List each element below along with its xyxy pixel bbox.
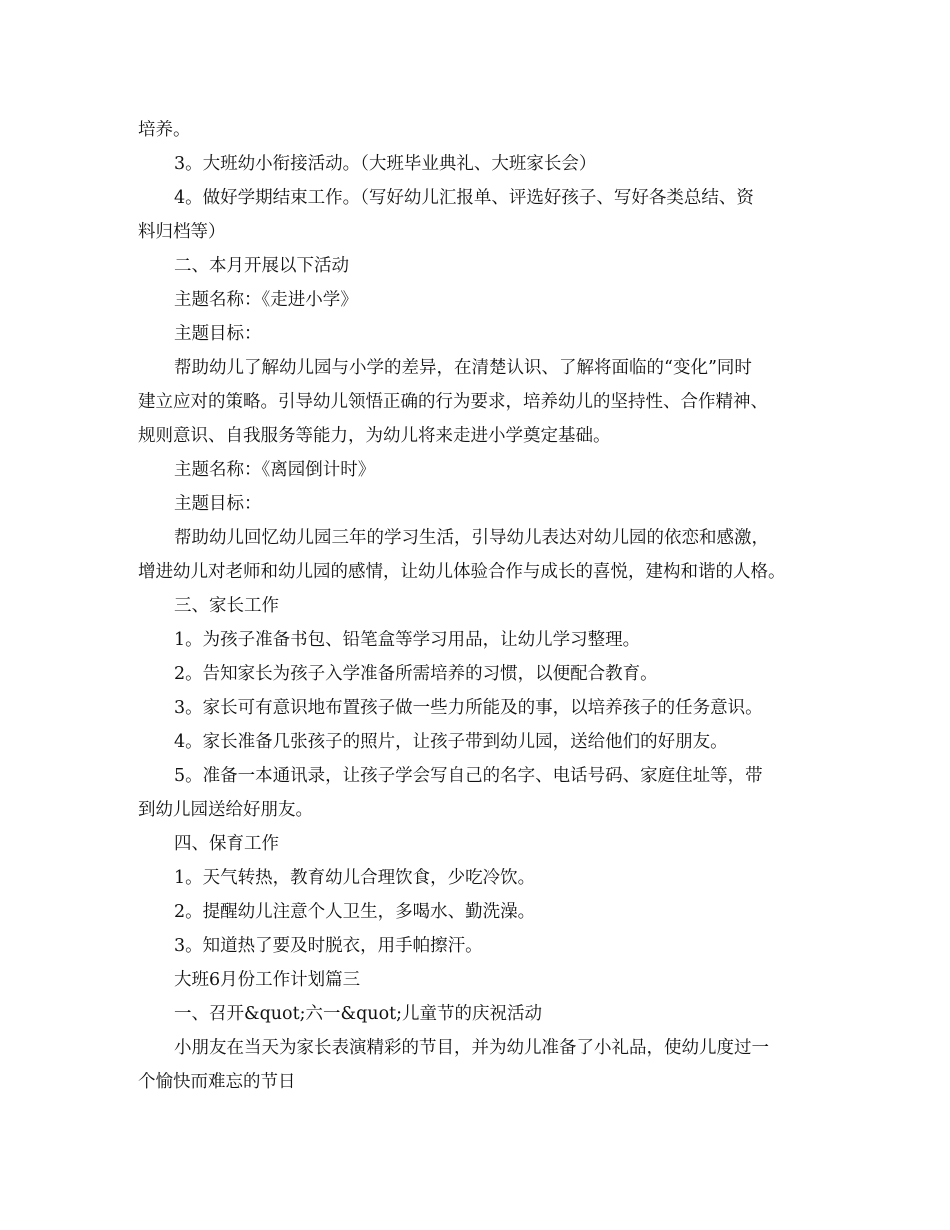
paragraph-line: 三、家长工作 — [174, 596, 279, 616]
paragraph-line: 4。做好学期结束工作。（写好幼儿汇报单、评选好孩子、写好各类总结、资 — [174, 188, 754, 208]
paragraph-line: 3。家长可有意识地布置孩子做一些力所能及的事，以培养孩子的任务意识。 — [174, 698, 763, 718]
paragraph-line: 主题目标： — [174, 324, 262, 344]
paragraph-line: 5。准备一本通讯录，让孩子学会写自己的名字、电话号码、家庭住址等，带 — [174, 766, 763, 786]
paragraph-line: 1。为孩子准备书包、铅笔盒等学习用品，让幼儿学习整理。 — [174, 630, 641, 650]
paragraph-line: 帮助幼儿了解幼儿园与小学的差异，在清楚认识、了解将面临的“变化”同时 — [174, 358, 752, 378]
paragraph-line: 大班6月份工作计划篇三 — [174, 970, 361, 990]
paragraph-line: 主题名称：《走进小学》 — [174, 290, 358, 310]
paragraph-line: 规则意识、自我服务等能力，为幼儿将来走进小学奠定基础。 — [138, 426, 611, 446]
paragraph-line: 增进幼儿对老师和幼儿园的感情，让幼儿体验合作与成长的喜悦，建构和谐的人格。 — [138, 562, 786, 582]
paragraph-line: 一、召开&quot;六一&quot;儿童节的庆祝活动 — [174, 1004, 543, 1024]
paragraph-line: 料归档等） — [138, 222, 226, 242]
paragraph-line: 主题目标： — [174, 494, 262, 514]
paragraph-line: 四、保育工作 — [174, 834, 279, 854]
paragraph-line: 4。家长准备几张孩子的照片，让孩子带到幼儿园，送给他们的好朋友。 — [174, 732, 728, 752]
paragraph-line: 小朋友在当天为家长表演精彩的节目，并为幼儿准备了小礼品，使幼儿度过一 — [174, 1038, 769, 1058]
paragraph-line: 主题名称：《离园倒计时》 — [174, 460, 376, 480]
paragraph-line: 2。提醒幼儿注意个人卫生，多喝水、勤洗澡。 — [174, 902, 536, 922]
paragraph-line: 个愉快而难忘的节日 — [138, 1072, 296, 1092]
paragraph-line: 3。大班幼小衔接活动。（大班毕业典礼、大班家长会） — [174, 154, 597, 174]
paragraph-line: 1。天气转热，教育幼儿合理饮食，少吃冷饮。 — [174, 868, 536, 888]
paragraph-line: 2。告知家长为孩子入学准备所需培养的习惯，以便配合教育。 — [174, 664, 658, 684]
document-body — [138, 113, 818, 1099]
paragraph-line: 培养。 — [138, 120, 191, 140]
paragraph-line: 建立应对的策略。引导幼儿领悟正确的行为要求，培养幼儿的坚持性、合作精神、 — [138, 392, 768, 412]
paragraph-line: 帮助幼儿回忆幼儿园三年的学习生活，引导幼儿表达对幼儿园的依恋和感激， — [174, 528, 769, 548]
paragraph-line: 到幼儿园送给好朋友。 — [138, 800, 313, 820]
paragraph-line: 二、本月开展以下活动 — [174, 256, 349, 276]
paragraph-line: 3。知道热了要及时脱衣，用手帕擦汗。 — [174, 936, 483, 956]
